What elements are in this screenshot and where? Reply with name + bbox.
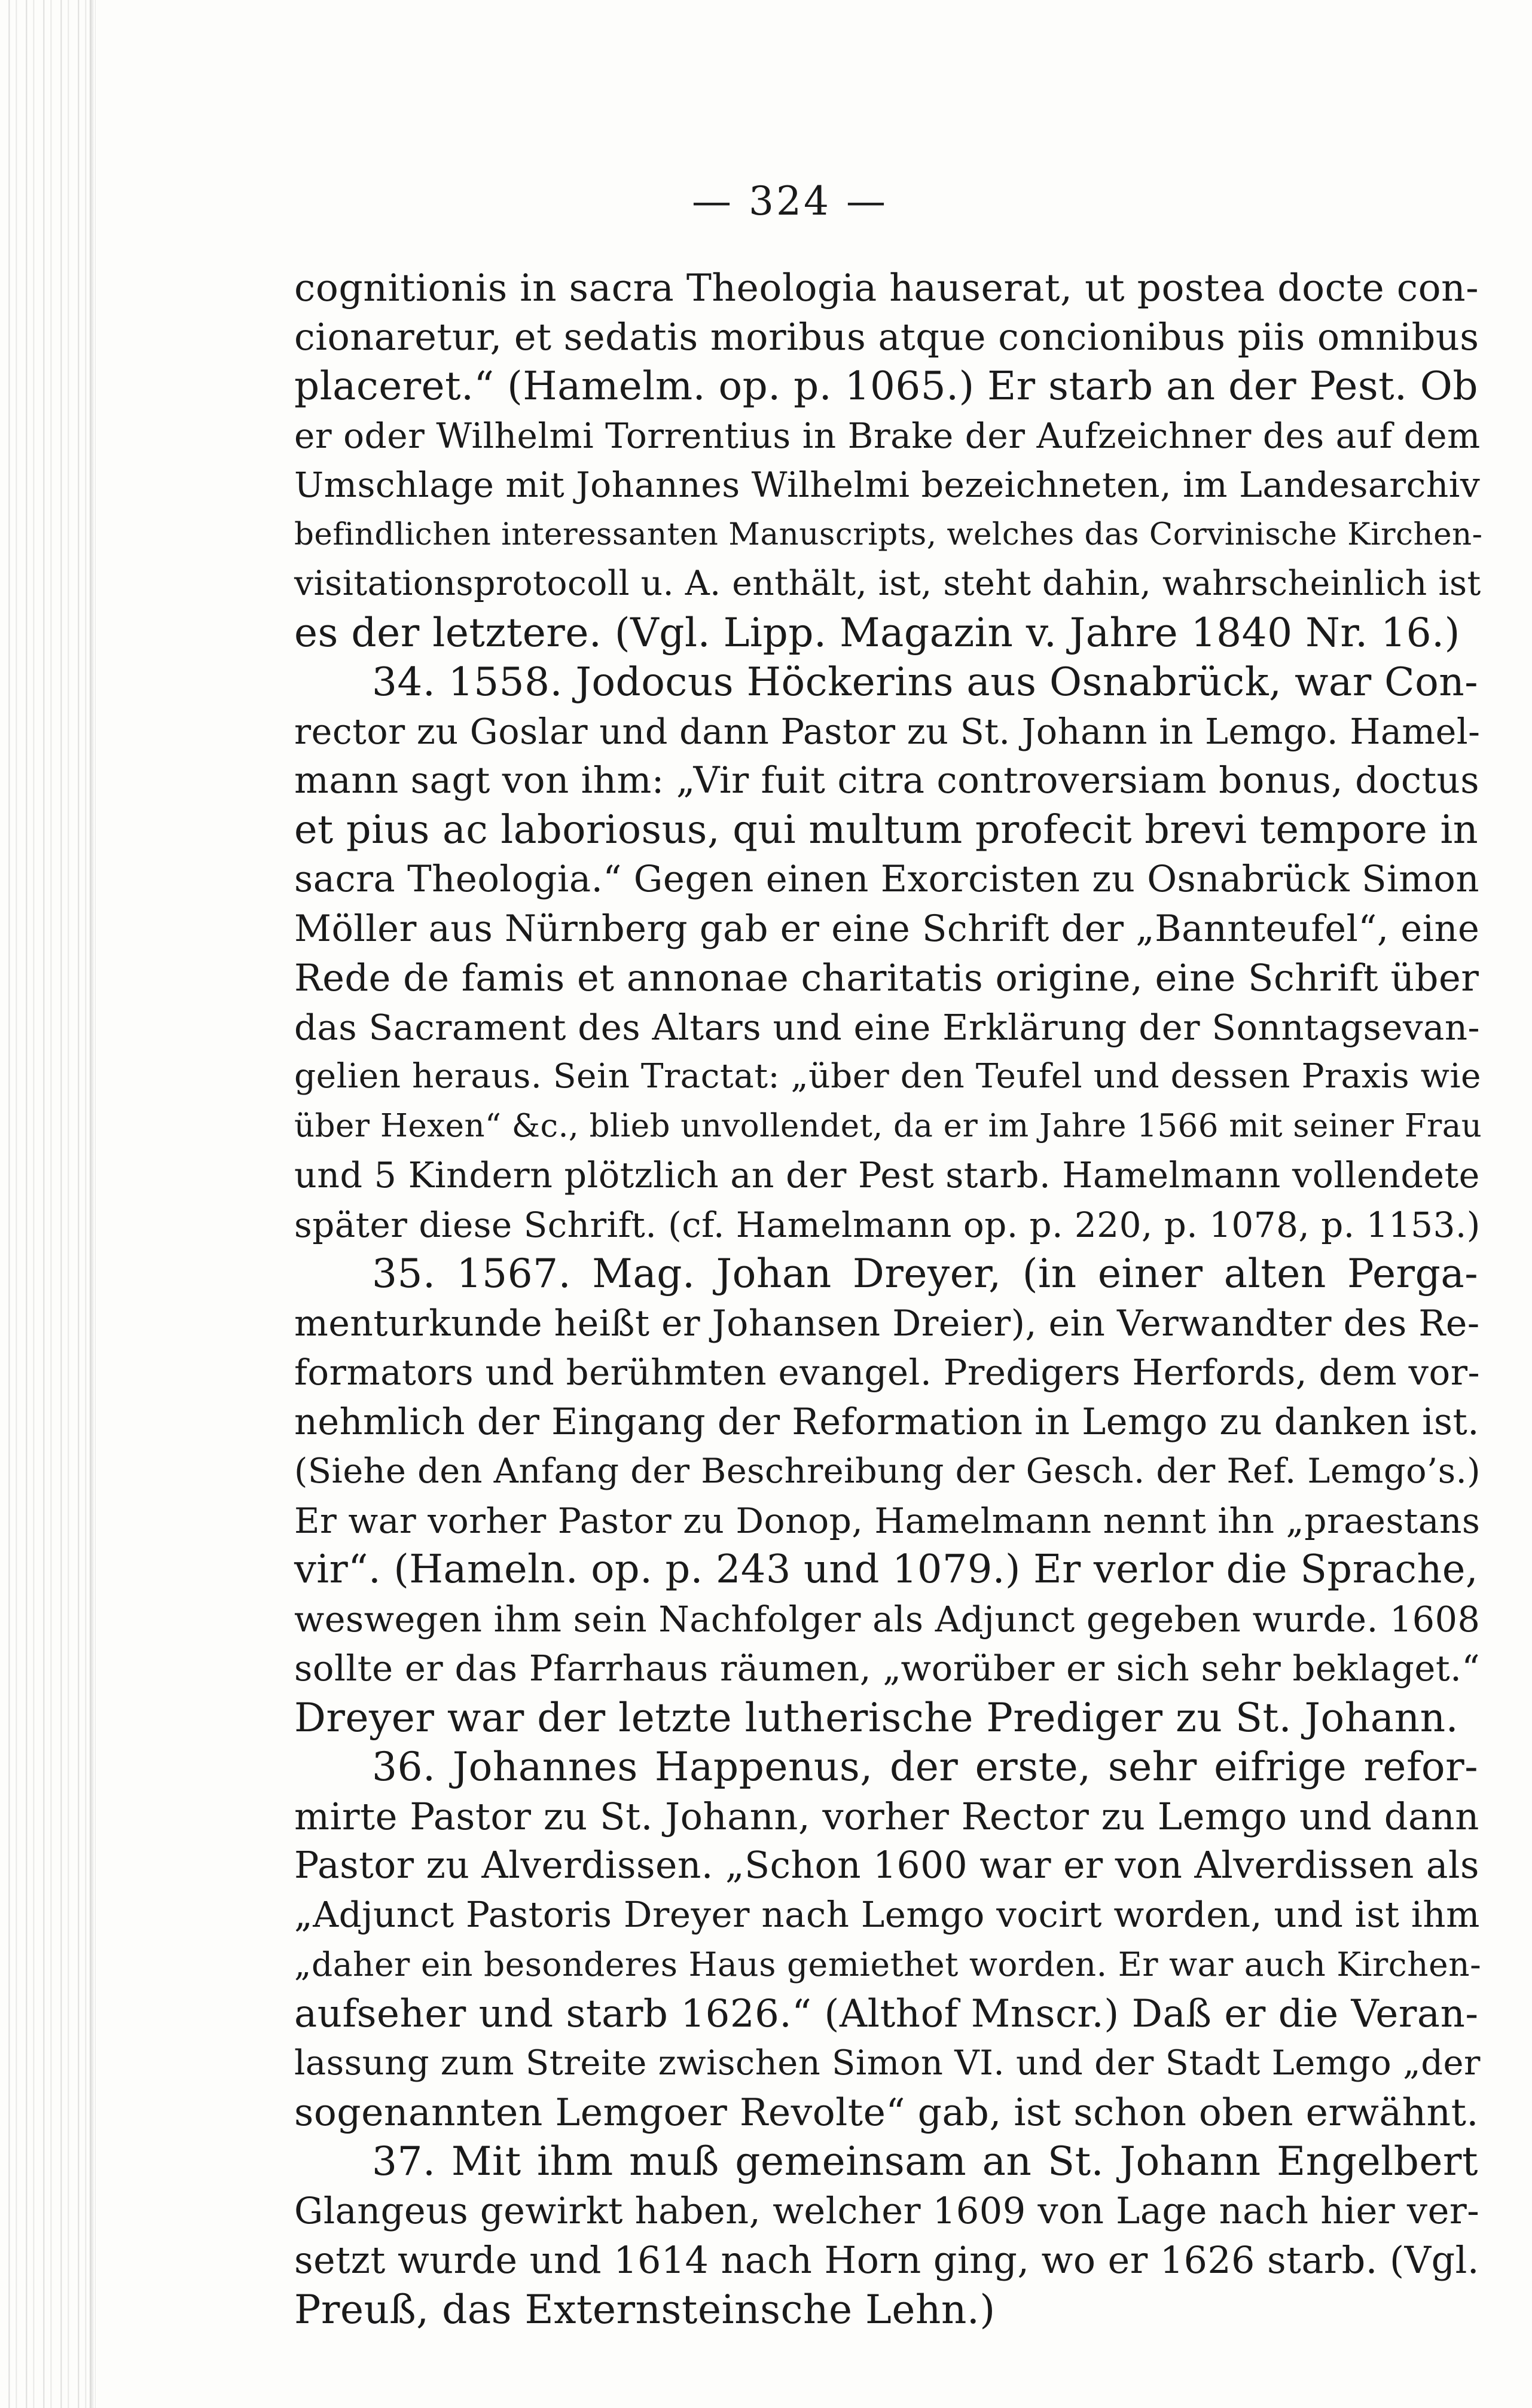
text-line: Möller aus Nürnberg gab er eine Schrift der „Bannteufel“, eine [294, 907, 1480, 950]
text-line: cognitionis in sacra Theologia hauserat, ut postea docte con- [294, 265, 1479, 310]
text-line: „Adjunct Pastoris Dreyer nach Lemgo vocirt worden, und ist ihm [294, 1894, 1480, 1936]
text-line: sollte er das Pfarrhaus räumen, „worüber er sich sehr beklaget.“ [294, 1648, 1481, 1689]
text-line: rector zu Goslar und dann Pastor zu St. Johann in Lemgo. Hamel- [294, 710, 1481, 752]
text-line: mirte Pastor zu St. Johann, vorher Rector zu Lemgo und dann [294, 1794, 1479, 1838]
text-line: visitationsprotocoll u. A. enthält, ist, steht dahin, wahrscheinlich ist [294, 564, 1481, 603]
entry-36-heading-line: 36. Johannes Happenus, der erste, sehr eifrige refor- [372, 1744, 1478, 1790]
text-line: Glangeus gewirkt haben, welcher 1609 von Lage nach hier ver- [294, 2190, 1480, 2232]
text-line: et pius ac laboriosus, qui multum profecit brevi tempore in [294, 807, 1479, 852]
text-line: Dreyer war der letzte lutherische Prediger zu St. Johann. [294, 1694, 1459, 1741]
text-line: Preuß, das Externsteinsche Lehn.) [294, 2286, 996, 2333]
text-line: „daher ein besonderes Haus gemiethet worden. Er war auch Kirchen- [294, 1945, 1482, 1984]
text-line: setzt wurde und 1614 nach Horn ging, wo er 1626 starb. (Vgl. [294, 2239, 1480, 2282]
text-line: sacra Theologia.“ Gegen einen Exorcisten zu Osnabrück Simon [294, 858, 1480, 900]
binding-gutter [0, 0, 96, 2408]
text-line: nehmlich der Eingang der Reformation in Lemgo zu danken ist. [294, 1401, 1479, 1443]
text-line: Er war vorher Pastor zu Donop, Hamelmann nennt ihn „praestans [294, 1500, 1481, 1541]
binding-edge-shadow [90, 0, 94, 2408]
text-line: gelien heraus. Sein Tractat: „über den Teufel und dessen Praxis wie [294, 1057, 1481, 1096]
text-line: sogenannten Lemgoer Revolte“ gab, ist schon oben erwähnt. [294, 2090, 1479, 2134]
entry-37-heading-line: 37. Mit ihm muß gemeinsam an St. Johann Engelbert [372, 2138, 1478, 2184]
text-line: vir“. (Hameln. op. p. 243 und 1079.) Er verlor die Sprache, [294, 1547, 1479, 1592]
text-line: (Siehe den Anfang der Beschreibung der Gesch. der Ref. Lemgo’s.) [294, 1451, 1481, 1491]
text-line: und 5 Kindern plötzlich an der Pest starb. Hamelmann vollendete [294, 1155, 1480, 1196]
text-line: befindlichen interessanten Manuscripts, welches das Corvinische Kirchen- [294, 516, 1483, 552]
text-line: über Hexen“ &c., blieb unvollendet, da er im Jahre 1566 mit seiner Frau [294, 1107, 1482, 1144]
text-line: Umschlage mit Johannes Wilhelmi bezeichneten, im Landesarchiv [294, 465, 1481, 505]
text-line: aufseher und starb 1626.“ (Althof Mnscr.) Daß er die Veran- [294, 1991, 1479, 2036]
text-line: formators und berühmten evangel. Predigers Herfords, dem vor- [294, 1352, 1481, 1393]
text-line: weswegen ihm sein Nachfolger als Adjunct gegeben wurde. 1608 [294, 1598, 1481, 1640]
text-line: menturkunde heißt er Johansen Dreier), ein Verwandter des Re- [294, 1302, 1480, 1344]
text-line: mann sagt von ihm: „Vir fuit citra controversiam bonus, doctus [294, 759, 1480, 802]
text-line: er oder Wilhelmi Torrentius in Brake der Aufzeichner des auf dem [294, 415, 1481, 456]
entry-34-heading-line: 34. 1558. Jodocus Höckerins aus Osnabrück, war Con- [372, 659, 1478, 705]
body-text [294, 263, 1483, 2334]
text-line: cionaretur, et sedatis moribus atque concionibus piis omnibus [294, 314, 1479, 359]
page-number: — 324 — [692, 178, 888, 224]
entry-35-heading-line: 35. 1567. Mag. Johan Dreyer, (in einer alten Perga- [372, 1251, 1478, 1297]
text-line: Pastor zu Alverdissen. „Schon 1600 war er von Alverdissen als [294, 1844, 1480, 1887]
text-line: es der letztere. (Vgl. Lipp. Magazin v. Jahre 1840 Nr. 16.) [294, 609, 1460, 656]
text-line: das Sacrament des Altars und eine Erklärung der Sonntagsevan- [294, 1006, 1481, 1048]
text-line: placeret.“ (Hamelm. op. p. 1065.) Er starb an der Pest. Ob [294, 363, 1478, 409]
text-line: lassung zum Streite zwischen Simon VI. und der Stadt Lemgo „der [294, 2043, 1481, 2083]
text-line: Rede de famis et annonae charitatis origine, eine Schrift über [294, 956, 1479, 1000]
text-line: später diese Schrift. (cf. Hamelmann op. p. 220, p. 1078, p. 1153.) [294, 1204, 1481, 1245]
